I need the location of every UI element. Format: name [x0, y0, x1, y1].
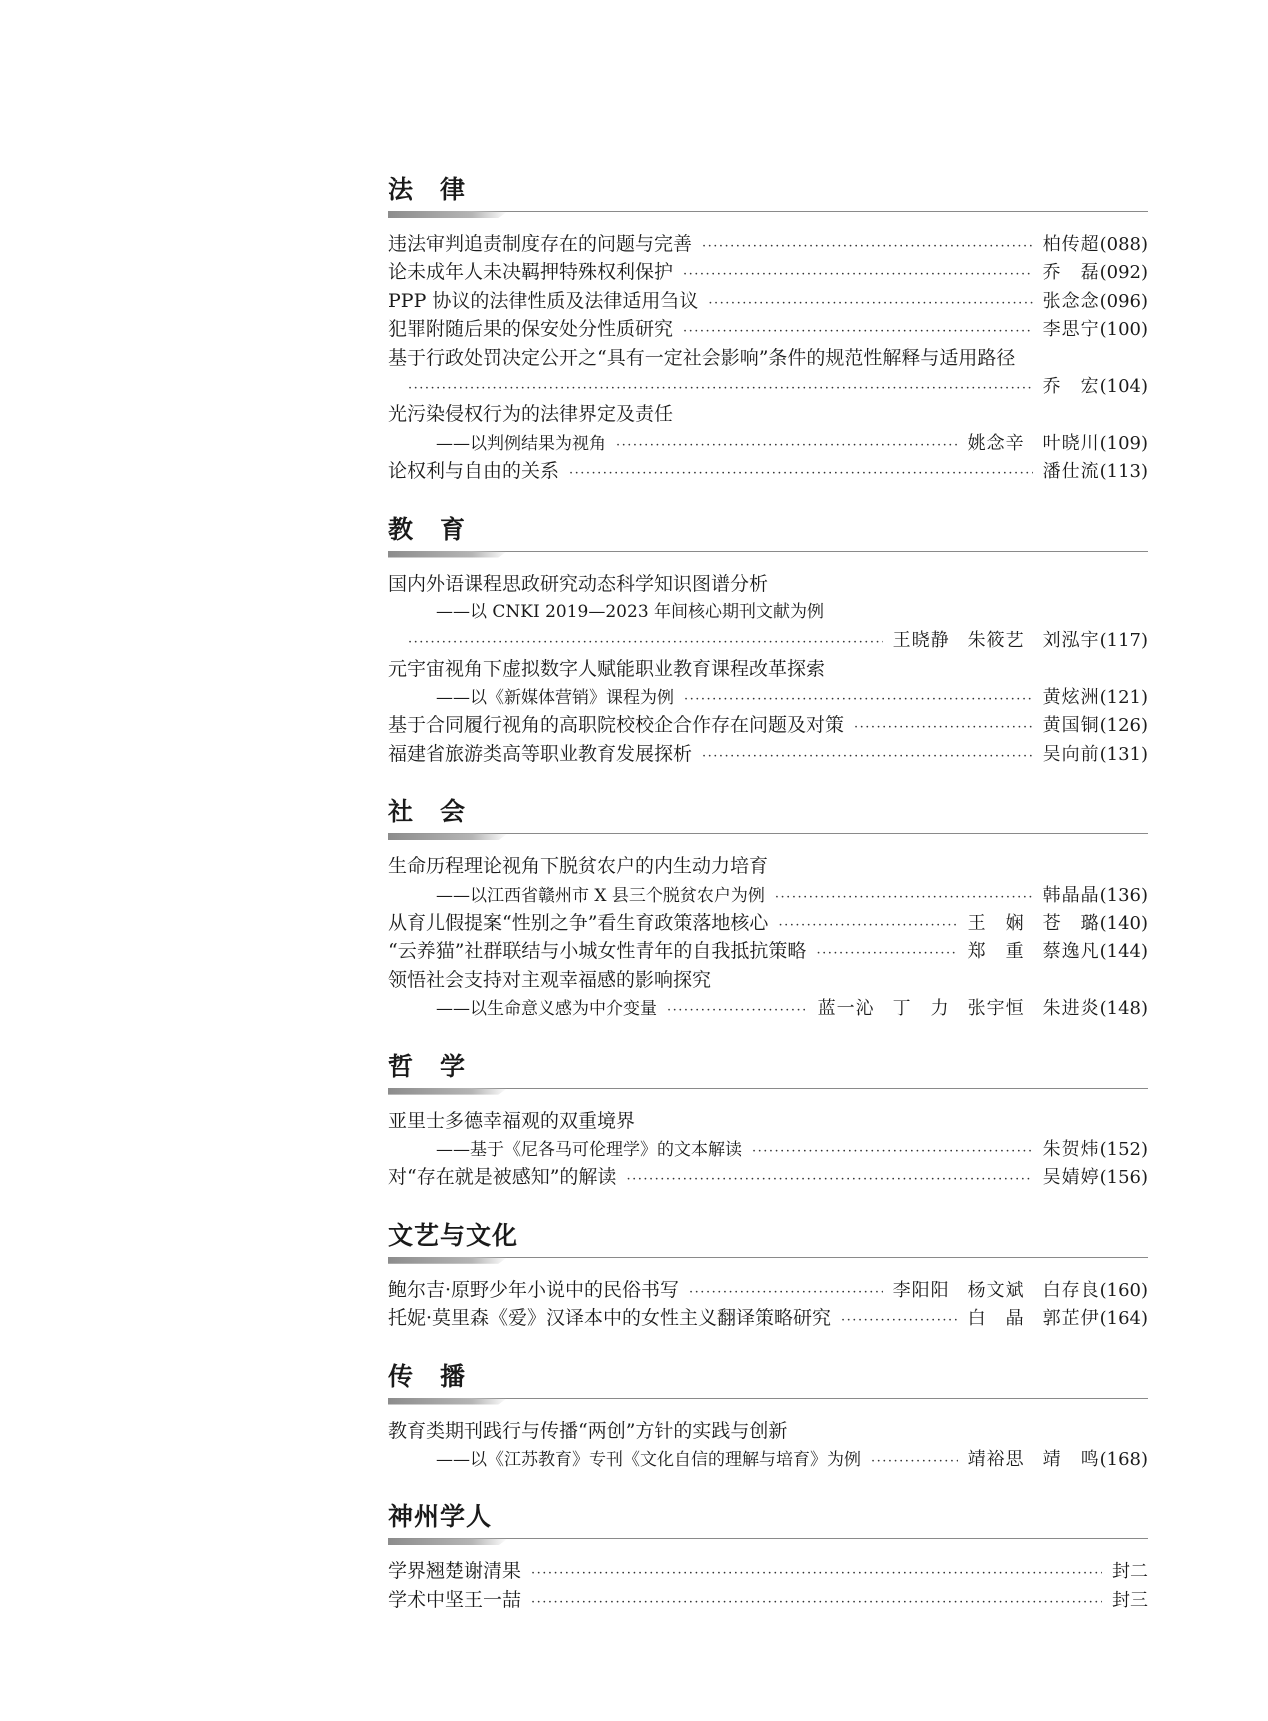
page-number: (109) — [1099, 432, 1148, 454]
dot-leader — [531, 1557, 1102, 1588]
author-name: 苍 璐 — [1042, 913, 1100, 935]
author-name: 李思宁 — [1042, 319, 1100, 341]
entry-title: 学术中坚王一喆 — [388, 1588, 522, 1611]
page-number: 封二 — [1112, 1561, 1148, 1583]
toc-entry — [388, 1276, 1148, 1304]
entry-subtitle: ——以 CNKI 2019—2023 年间核心期刊文献为例 — [436, 601, 825, 622]
entry-title: 国内外语课程思政研究动态科学知识图谱分析 — [388, 572, 769, 595]
toc-entry — [388, 400, 1148, 457]
entry-subtitle-row — [388, 1135, 1148, 1163]
dot-leader — [689, 1276, 883, 1307]
page-number: (104) — [1099, 375, 1148, 397]
entry-authors — [1043, 741, 1100, 769]
page-number: (096) — [1099, 290, 1148, 312]
author-name: 潘仕流 — [1042, 461, 1100, 483]
dot-leader — [708, 287, 1032, 318]
rule-accent-bar — [388, 1257, 508, 1264]
page-number: (136) — [1099, 884, 1148, 906]
author-name: 白 晶 — [967, 1308, 1025, 1330]
author-name: 刘泓宇 — [1042, 630, 1100, 652]
author-name: 朱进炎 — [1042, 998, 1100, 1020]
page-number: (121) — [1099, 687, 1148, 709]
page-number: (100) — [1099, 319, 1148, 341]
entry-row — [388, 1557, 1148, 1585]
entry-title: 福建省旅游类高等职业教育发展探析 — [388, 742, 693, 765]
section-title: 教 育 — [388, 514, 467, 544]
entry-row — [388, 937, 1148, 965]
entry-subtitle: ——以《新媒体营销》课程为例 — [436, 688, 674, 709]
dot-leader — [752, 1135, 1033, 1166]
author-name: 姚念辛 — [967, 432, 1025, 454]
author-name: 白存良 — [1042, 1279, 1100, 1301]
entry-title: 亚里士多德幸福观的双重境界 — [388, 1109, 636, 1132]
entry-title: 基于行政处罚决定公开之“具有一定社会影响”条件的规范性解释与适用路径 — [388, 346, 1016, 369]
toc-section — [388, 1047, 1148, 1192]
dot-leader — [871, 1445, 958, 1476]
toc-section — [388, 1357, 1148, 1474]
entry-title: 元宇宙视角下虚拟数字人赋能职业教育课程改革探索 — [388, 657, 826, 680]
author-name: 张宇恒 — [967, 998, 1025, 1020]
rule-accent-bar — [388, 1538, 508, 1545]
entry-subtitle: ——基于《尼各马可伦理学》的文本解读 — [436, 1139, 742, 1160]
section-title: 哲 学 — [388, 1051, 467, 1081]
dot-leader — [841, 1304, 958, 1335]
toc-entry — [388, 1304, 1148, 1332]
entry-authors — [1043, 458, 1100, 486]
entry-row — [388, 1276, 1148, 1304]
toc-entry — [388, 258, 1148, 286]
toc-section — [388, 1497, 1148, 1614]
entry-title-row — [388, 570, 1148, 598]
dot-leader — [683, 315, 1033, 346]
dot-leader — [683, 258, 1033, 289]
author-name: 郭芷伊 — [1042, 1308, 1100, 1330]
entry-authors — [1043, 231, 1100, 259]
entry-title: 违法审判追责制度存在的问题与完善 — [388, 233, 693, 255]
entry-authors — [1043, 1164, 1100, 1192]
entry-authors — [1043, 1136, 1100, 1164]
entry-title-row — [388, 1417, 1148, 1445]
entry-authors — [968, 1446, 1100, 1474]
entry-leader-row — [388, 372, 1148, 400]
entry-authors — [968, 910, 1100, 938]
entry-title-row — [388, 1107, 1148, 1135]
page-number: (148) — [1099, 998, 1148, 1020]
section-title: 法 律 — [388, 175, 467, 204]
entry-subtitle: ——以判例结果为视角 — [436, 433, 606, 454]
dot-leader — [531, 1586, 1102, 1617]
entry-row — [388, 457, 1148, 485]
entry-row — [388, 1304, 1148, 1332]
dot-leader — [778, 909, 957, 940]
page-number: (126) — [1099, 715, 1148, 737]
dot-leader — [684, 683, 1033, 714]
entry-subtitle: ——以生命意义感为中介变量 — [436, 999, 657, 1020]
entry-subtitle-row — [388, 881, 1148, 909]
section-rule — [388, 1537, 1148, 1549]
entry-title: PPP 协议的法律性质及法律适用刍议 — [388, 289, 699, 312]
dot-leader — [854, 711, 1033, 742]
toc-section — [388, 170, 1148, 486]
entry-title-row — [388, 966, 1148, 994]
rule-accent-bar — [388, 1088, 508, 1095]
toc-entry — [388, 1417, 1148, 1474]
entry-subtitle: ——以《江苏教育》专刊《文化自信的理解与培育》为例 — [436, 1449, 861, 1470]
entry-row — [388, 1586, 1148, 1614]
page-number: (144) — [1099, 941, 1148, 963]
toc-entry — [388, 457, 1148, 485]
section-title: 传 播 — [388, 1361, 467, 1391]
toc-entry — [388, 711, 1148, 739]
section-title: 神州学人 — [388, 1502, 493, 1532]
entry-authors — [1043, 684, 1100, 712]
entry-subtitle-row — [388, 429, 1148, 457]
entry-authors — [818, 995, 1100, 1023]
author-name: 靖 鸣 — [1042, 1448, 1100, 1470]
entry-row — [388, 315, 1148, 343]
entry-subtitle-row — [388, 994, 1148, 1022]
entry-row — [388, 711, 1148, 739]
dot-leader — [616, 429, 958, 460]
entry-title: 光污染侵权行为的法律界定及责任 — [388, 403, 674, 426]
author-name: 乔 宏 — [1042, 375, 1100, 397]
author-name: 乔 磊 — [1042, 262, 1100, 284]
entry-authors — [1043, 288, 1100, 316]
author-name: 吴向前 — [1042, 743, 1100, 765]
page-number: (156) — [1099, 1167, 1148, 1189]
entry-title: 托妮·莫里森《爱》汉译本中的女性主义翻译策略研究 — [388, 1307, 832, 1330]
page-number: (092) — [1099, 262, 1148, 284]
toc-entry — [388, 740, 1148, 768]
page-number: 封三 — [1112, 1589, 1148, 1611]
entry-title: 教育类期刊践行与传播“两创”方针的实践与创新 — [388, 1419, 788, 1442]
author-name: 黄炫洲 — [1042, 687, 1100, 709]
entry-authors — [968, 1305, 1100, 1333]
author-name: 杨文斌 — [967, 1279, 1025, 1301]
author-name: 蓝一沁 — [817, 998, 875, 1020]
toc-section — [388, 510, 1148, 769]
toc-section — [388, 1216, 1148, 1333]
entry-authors — [968, 938, 1100, 966]
author-name: 朱贺炜 — [1042, 1138, 1100, 1160]
author-name: 吴婧婷 — [1042, 1167, 1100, 1189]
author-name: 郑 重 — [967, 941, 1025, 963]
page-number: (152) — [1099, 1138, 1148, 1160]
entry-title: 对“存在就是被感知”的解读 — [388, 1166, 617, 1189]
table-of-contents — [388, 170, 1148, 1638]
section-rule — [388, 210, 1148, 222]
entry-title: 学界翘楚谢清果 — [388, 1560, 522, 1583]
entry-row — [388, 230, 1148, 258]
entry-title: 从育儿假提案“性别之争”看生育政策落地核心 — [388, 912, 769, 935]
toc-entry — [388, 1163, 1148, 1191]
dot-leader — [408, 372, 1033, 403]
author-name: 张念念 — [1042, 290, 1100, 312]
entry-authors — [1043, 316, 1100, 344]
section-rule — [388, 550, 1148, 562]
entry-title-row — [388, 400, 1148, 428]
author-name: 韩晶晶 — [1042, 884, 1100, 906]
toc-entry — [388, 655, 1148, 712]
entry-authors — [1043, 373, 1100, 401]
entry-authors — [968, 430, 1100, 458]
entry-row — [388, 1163, 1148, 1191]
toc-entry — [388, 1107, 1148, 1164]
author-name: 王晓静 — [892, 630, 950, 652]
entry-title: 论权利与自由的关系 — [388, 460, 560, 483]
author-name: 黄国铜 — [1042, 715, 1100, 737]
author-name: 柏传超 — [1042, 234, 1100, 255]
entry-leader-row — [388, 626, 1148, 654]
page-number: (168) — [1099, 1448, 1148, 1470]
author-name: 朱筱艺 — [967, 630, 1025, 652]
entry-subtitle: ——以江西省赣州市 X 县三个脱贫农户为例 — [436, 885, 765, 906]
entry-title: 生命历程理论视角下脱贫农户的内生动力培育 — [388, 855, 769, 878]
toc-entry — [388, 966, 1148, 1023]
author-name: 叶晓川 — [1042, 432, 1100, 454]
toc-entry — [388, 852, 1148, 909]
toc-entry — [388, 1557, 1148, 1585]
entry-authors — [1043, 712, 1100, 740]
rule-accent-bar — [388, 551, 508, 558]
toc-entry — [388, 1586, 1148, 1614]
section-rule — [388, 1397, 1148, 1409]
toc-entry — [388, 570, 1148, 655]
section-title: 社 会 — [388, 797, 467, 827]
page-number: (160) — [1099, 1279, 1148, 1301]
entry-title: 基于合同履行视角的高职院校校企合作存在问题及对策 — [388, 714, 845, 737]
dot-leader — [775, 881, 1033, 912]
dot-leader — [569, 457, 1033, 488]
page-number: (113) — [1099, 461, 1148, 483]
toc-entry — [388, 909, 1148, 937]
entry-row — [388, 909, 1148, 937]
entry-row — [388, 287, 1148, 315]
toc-entry — [388, 315, 1148, 343]
entry-title-row — [388, 344, 1148, 372]
entry-title: “云养猫”社群联结与小城女性青年的自我抵抗策略 — [388, 940, 807, 963]
entry-title-row — [388, 655, 1148, 683]
entry-subtitle-row — [388, 1445, 1148, 1473]
entry-subtitle-row — [388, 683, 1148, 711]
rule-accent-bar — [388, 1398, 508, 1405]
toc-section — [388, 792, 1148, 1022]
entry-authors — [1043, 259, 1100, 287]
toc-entry — [388, 937, 1148, 965]
toc-entry — [388, 287, 1148, 315]
entry-subtitle-row — [388, 598, 1148, 626]
page-number: (088) — [1099, 234, 1148, 255]
author-name: 蔡逸凡 — [1042, 941, 1100, 963]
entry-title: 领悟社会支持对主观幸福感的影响探究 — [388, 968, 712, 991]
rule-accent-bar — [388, 211, 508, 218]
page-number: (131) — [1099, 743, 1148, 765]
entry-row — [388, 258, 1148, 286]
entry-authors — [893, 627, 1100, 655]
dot-leader — [626, 1163, 1032, 1194]
author-name: 丁 力 — [892, 998, 950, 1020]
entry-row — [388, 740, 1148, 768]
entry-authors — [1043, 882, 1100, 910]
page-number: (140) — [1099, 913, 1148, 935]
dot-leader — [702, 740, 1033, 771]
toc-entry — [388, 344, 1148, 401]
page-number: (117) — [1099, 630, 1148, 652]
entry-title-row — [388, 852, 1148, 880]
section-rule — [388, 832, 1148, 844]
section-title: 文艺与文化 — [388, 1220, 519, 1250]
author-name: 王 娴 — [967, 913, 1025, 935]
dot-leader — [667, 994, 808, 1025]
author-name: 靖裕思 — [967, 1448, 1025, 1470]
dot-leader — [408, 626, 883, 657]
author-name: 李阳阳 — [892, 1279, 950, 1301]
rule-accent-bar — [388, 833, 508, 840]
entry-title: 犯罪附随后果的保安处分性质研究 — [388, 318, 674, 341]
entry-authors — [893, 1277, 1100, 1305]
page-number: (164) — [1099, 1308, 1148, 1330]
dot-leader — [816, 937, 957, 968]
entry-title: 论未成年人未决羁押特殊权利保护 — [388, 261, 674, 284]
toc-entry — [388, 230, 1148, 258]
section-rule — [388, 1256, 1148, 1268]
section-rule — [388, 1087, 1148, 1099]
entry-title: 鲍尔吉·原野少年小说中的民俗书写 — [388, 1278, 680, 1301]
dot-leader — [702, 230, 1033, 261]
